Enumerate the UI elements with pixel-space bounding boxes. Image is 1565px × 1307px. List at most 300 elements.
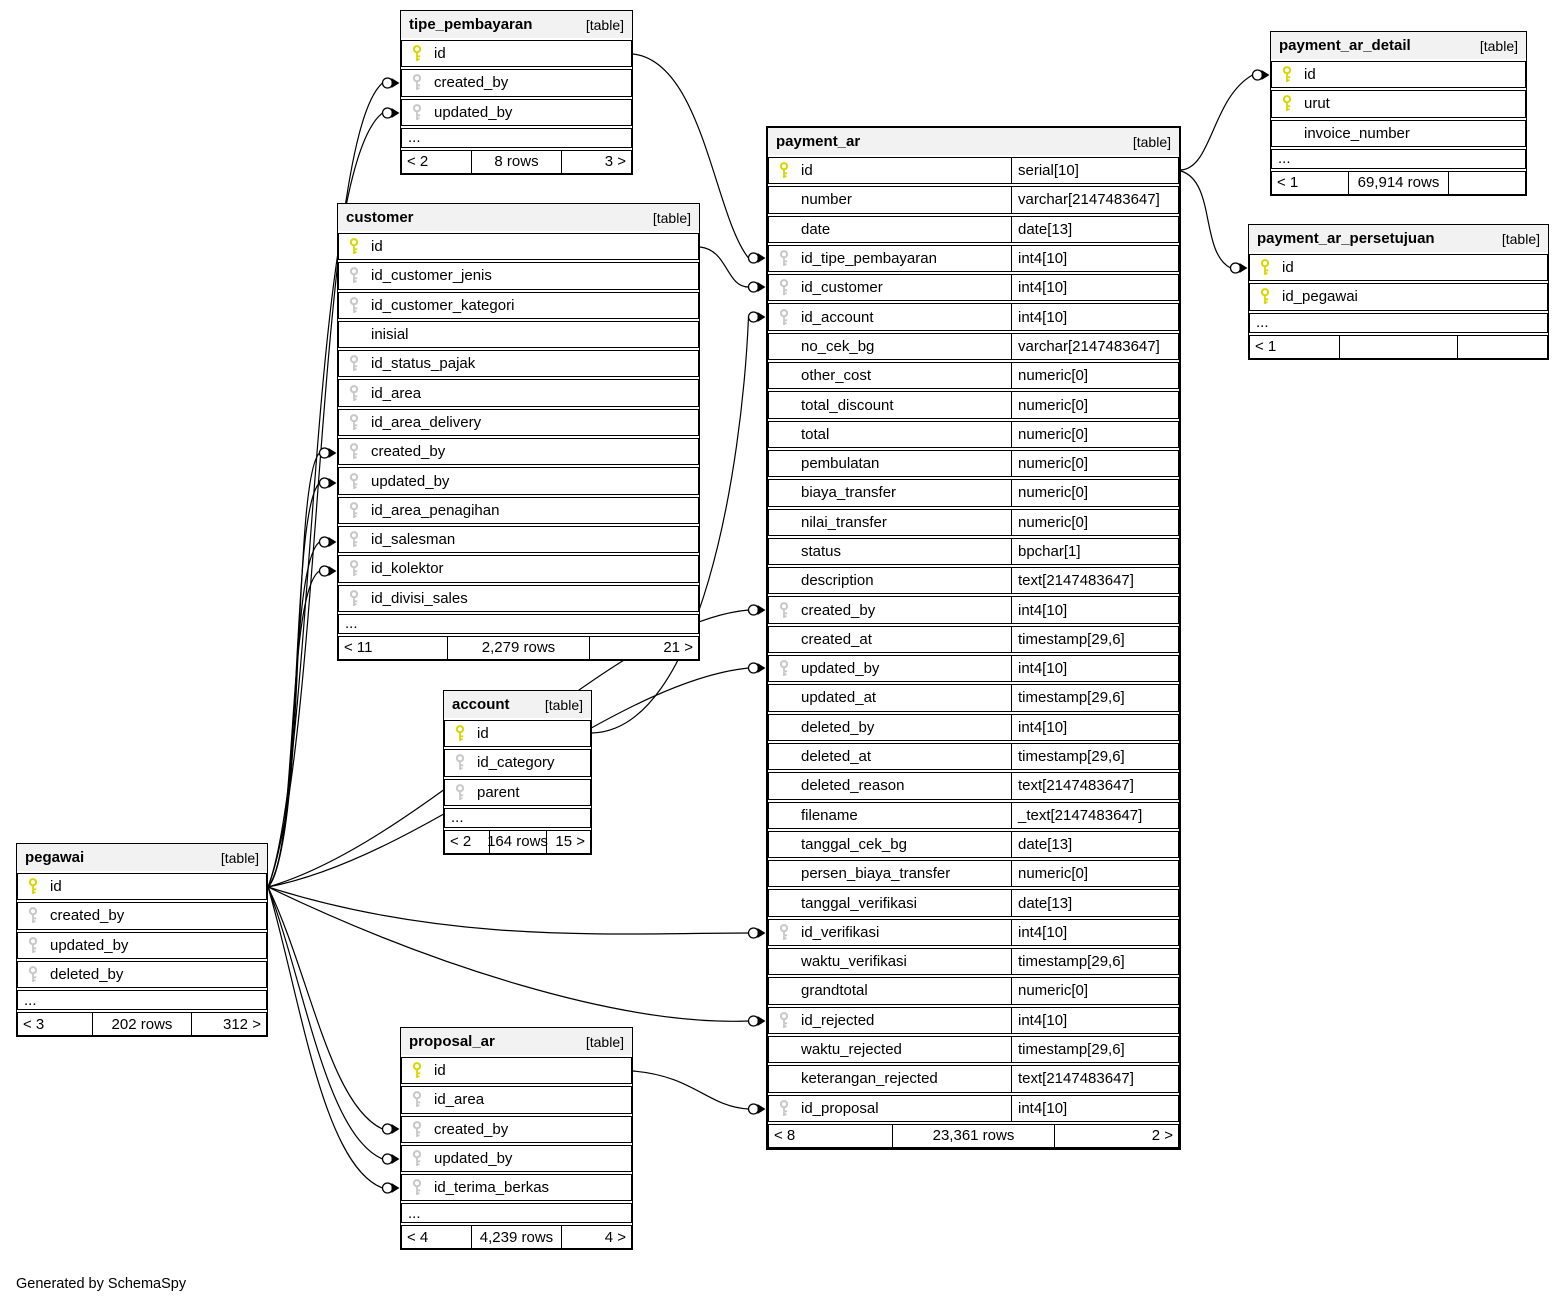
table-title: customer xyxy=(346,209,414,226)
arrowhead-icon xyxy=(758,282,766,292)
more-columns-row: ... xyxy=(17,990,267,1010)
table-payment_ar_persetujuan[interactable] xyxy=(1248,224,1549,360)
table-header[interactable] xyxy=(401,11,632,38)
cardinality-circle-icon xyxy=(383,1183,393,1193)
column-type: bpchar[1] xyxy=(1011,539,1178,564)
column-type: timestamp[29,6] xyxy=(1011,1037,1178,1062)
column-row[interactable] xyxy=(401,99,632,126)
row-count: 8 rows xyxy=(471,151,563,173)
primary-key-icon xyxy=(1259,288,1271,305)
cardinality-circle-icon xyxy=(320,448,330,458)
table-title: payment_ar xyxy=(776,133,861,150)
relationship-edge xyxy=(1181,171,1248,273)
column-row[interactable] xyxy=(338,526,699,553)
column-row[interactable] xyxy=(444,749,591,776)
column-name: id_status_pajak xyxy=(371,355,476,373)
column-name: updated_at xyxy=(801,689,877,707)
foreign-key-icon xyxy=(411,1091,423,1108)
row-count: 164 rows xyxy=(489,831,547,853)
generator-note: Generated by SchemaSpy xyxy=(16,1276,187,1292)
column-name: created_by xyxy=(50,907,125,925)
parents-count: < 8 xyxy=(774,1127,796,1145)
children-count: 15 > xyxy=(555,833,585,851)
column-row[interactable] xyxy=(1249,283,1548,310)
column-type: numeric[0] xyxy=(1011,451,1178,476)
column-row[interactable] xyxy=(768,186,1179,213)
table-title: account xyxy=(452,696,510,713)
children-count: 21 > xyxy=(663,639,693,657)
table-customer[interactable] xyxy=(337,203,700,661)
cardinality-circle-icon xyxy=(1231,263,1241,273)
foreign-key-icon xyxy=(778,279,790,296)
table-footer xyxy=(401,1225,632,1249)
column-row[interactable] xyxy=(1249,254,1548,281)
column-row[interactable] xyxy=(768,655,1179,682)
column-row[interactable] xyxy=(338,379,699,406)
column-row[interactable] xyxy=(768,802,1179,829)
column-type: int4[10] xyxy=(1011,1008,1178,1033)
column-name: no_cek_bg xyxy=(801,337,875,355)
column-row[interactable] xyxy=(768,479,1179,506)
table-header[interactable] xyxy=(17,844,267,871)
column-name: total_discount xyxy=(801,396,894,414)
foreign-key-icon xyxy=(348,267,360,284)
column-name: created_by xyxy=(371,443,446,461)
column-type: text[2147483647] xyxy=(1011,773,1178,798)
column-row[interactable] xyxy=(338,438,699,465)
column-row[interactable] xyxy=(444,779,591,806)
parents-count: < 11 xyxy=(344,639,373,657)
arrowhead-icon xyxy=(329,478,337,488)
column-row[interactable] xyxy=(401,1174,632,1201)
column-row[interactable] xyxy=(338,585,699,612)
column-name: updated_by xyxy=(50,936,129,954)
column-type: numeric[0] xyxy=(1011,861,1178,886)
column-row[interactable] xyxy=(17,902,267,929)
column-row[interactable] xyxy=(338,497,699,524)
column-row[interactable] xyxy=(338,467,699,494)
more-columns-row: ... xyxy=(401,1203,632,1223)
column-name: id_tipe_pembayaran xyxy=(801,250,937,268)
relationship-edge xyxy=(268,537,337,887)
table-title: pegawai xyxy=(25,849,85,866)
column-row[interactable] xyxy=(768,216,1179,243)
column-name: created_by xyxy=(801,601,876,619)
row-count xyxy=(1339,336,1458,358)
column-type: int4[10] xyxy=(1011,246,1178,271)
cardinality-circle-icon xyxy=(383,1124,393,1134)
column-name: id_terima_berkas xyxy=(434,1179,550,1197)
column-row[interactable] xyxy=(768,1036,1179,1063)
table-footer xyxy=(17,1012,267,1036)
primary-key-icon xyxy=(1259,259,1271,276)
table-footer xyxy=(768,1124,1179,1148)
column-row[interactable] xyxy=(1271,90,1526,117)
table-header[interactable] xyxy=(768,128,1179,155)
column-name: tanggal_verifikasi xyxy=(801,894,917,912)
foreign-key-icon xyxy=(778,1100,790,1117)
parents-count: < 1 xyxy=(1255,338,1277,356)
table-footer xyxy=(444,830,591,854)
primary-key-icon xyxy=(1281,66,1293,83)
primary-key-icon xyxy=(1281,95,1293,112)
column-type: int4[10] xyxy=(1011,1096,1178,1121)
column-row[interactable] xyxy=(338,292,699,319)
column-row[interactable] xyxy=(768,157,1179,184)
relationship-edge xyxy=(268,887,766,938)
column-name: created_by xyxy=(434,74,509,92)
column-row[interactable] xyxy=(444,720,591,747)
cardinality-circle-icon xyxy=(320,537,330,547)
column-row[interactable] xyxy=(768,743,1179,770)
table-proposal_ar[interactable] xyxy=(400,1027,633,1250)
table-account[interactable] xyxy=(443,690,592,855)
column-row[interactable] xyxy=(17,961,267,988)
relationship-edge xyxy=(633,1071,766,1114)
cardinality-circle-icon xyxy=(320,478,330,488)
column-row[interactable] xyxy=(17,932,267,959)
column-name: id_pegawai xyxy=(1282,288,1358,306)
arrowhead-icon xyxy=(758,1016,766,1026)
table-title: payment_ar_detail xyxy=(1279,37,1411,54)
column-row[interactable] xyxy=(768,1095,1179,1122)
column-row[interactable] xyxy=(768,1065,1179,1092)
column-name: id xyxy=(434,1062,446,1080)
column-name: id_divisi_sales xyxy=(371,589,468,607)
foreign-key-icon xyxy=(411,1121,423,1138)
row-count: 23,361 rows xyxy=(892,1125,1056,1147)
column-name: id_area_penagihan xyxy=(371,501,500,519)
table-header[interactable] xyxy=(444,691,591,718)
arrowhead-icon xyxy=(392,1154,400,1164)
relationship-edge xyxy=(1181,70,1270,170)
column-name: inisial xyxy=(371,326,409,344)
cardinality-circle-icon xyxy=(749,1016,759,1026)
column-type: _text[2147483647] xyxy=(1011,803,1178,828)
table-footer xyxy=(1271,171,1526,195)
table-tag: [table] xyxy=(1132,133,1171,150)
column-type: timestamp[29,6] xyxy=(1011,685,1178,710)
foreign-key-icon xyxy=(348,473,360,490)
column-row[interactable] xyxy=(401,1057,632,1084)
column-type: numeric[0] xyxy=(1011,392,1178,417)
column-type: numeric[0] xyxy=(1011,978,1178,1003)
cardinality-circle-icon xyxy=(1253,70,1263,80)
table-tag: [table] xyxy=(1479,37,1518,54)
column-row[interactable] xyxy=(768,919,1179,946)
column-type: varchar[2147483647] xyxy=(1011,187,1178,212)
foreign-key-icon xyxy=(27,966,39,983)
column-name: parent xyxy=(477,783,520,801)
column-row[interactable] xyxy=(768,538,1179,565)
column-name: grandtotal xyxy=(801,982,868,1000)
column-name: keterangan_rejected xyxy=(801,1070,938,1088)
column-name: id xyxy=(477,725,489,743)
primary-key-icon xyxy=(27,878,39,895)
column-name: updated_by xyxy=(434,1150,513,1168)
column-type: int4[10] xyxy=(1011,304,1178,329)
relationship-edge xyxy=(268,566,337,887)
column-name: invoice_number xyxy=(1304,124,1410,142)
column-name: updated_by xyxy=(371,472,450,490)
foreign-key-icon xyxy=(348,590,360,607)
column-type: numeric[0] xyxy=(1011,422,1178,447)
table-header[interactable] xyxy=(338,204,699,231)
column-row[interactable] xyxy=(338,555,699,582)
foreign-key-icon xyxy=(778,602,790,619)
more-columns-row: ... xyxy=(444,808,591,828)
column-row[interactable] xyxy=(338,350,699,377)
column-name: id_rejected xyxy=(801,1011,875,1029)
column-name: total xyxy=(801,425,830,443)
column-name: persen_biaya_transfer xyxy=(801,865,951,883)
foreign-key-icon xyxy=(27,907,39,924)
column-type: int4[10] xyxy=(1011,920,1178,945)
column-row[interactable] xyxy=(1271,61,1526,88)
column-name: waktu_rejected xyxy=(801,1041,902,1059)
cardinality-circle-icon xyxy=(749,1104,759,1114)
children-count: 312 > xyxy=(223,1015,261,1033)
column-row[interactable] xyxy=(768,772,1179,799)
table-header[interactable] xyxy=(1271,32,1526,59)
foreign-key-icon xyxy=(27,937,39,954)
parents-count: < 3 xyxy=(23,1015,45,1033)
column-name: created_at xyxy=(801,630,872,648)
arrowhead-icon xyxy=(392,1183,400,1193)
column-row[interactable] xyxy=(1271,120,1526,147)
cardinality-circle-icon xyxy=(383,1154,393,1164)
relationship-edge xyxy=(268,448,337,887)
column-name: updated_by xyxy=(801,660,880,678)
relationship-edge xyxy=(268,887,400,1134)
column-row[interactable] xyxy=(401,1145,632,1172)
foreign-key-icon xyxy=(348,502,360,519)
column-type: int4[10] xyxy=(1011,275,1178,300)
column-name: id xyxy=(1304,66,1316,84)
table-tipe_pembayaran[interactable] xyxy=(400,10,633,175)
table-footer xyxy=(1249,335,1548,359)
column-type: date[13] xyxy=(1011,217,1178,242)
column-row[interactable] xyxy=(768,391,1179,418)
column-row[interactable] xyxy=(401,1116,632,1143)
column-row[interactable] xyxy=(17,873,267,900)
column-row[interactable] xyxy=(768,567,1179,594)
column-row[interactable] xyxy=(338,409,699,436)
table-header[interactable] xyxy=(401,1028,632,1055)
foreign-key-icon xyxy=(778,250,790,267)
table-footer xyxy=(338,636,699,660)
column-name: waktu_verifikasi xyxy=(801,953,907,971)
arrowhead-icon xyxy=(758,1104,766,1114)
cardinality-circle-icon xyxy=(749,282,759,292)
cardinality-circle-icon xyxy=(749,253,759,263)
table-footer xyxy=(401,150,632,174)
column-name: other_cost xyxy=(801,367,872,385)
more-columns-row: ... xyxy=(1271,149,1526,169)
relationship-edge xyxy=(268,887,400,1193)
column-name: id_verifikasi xyxy=(801,923,880,941)
column-row[interactable] xyxy=(768,684,1179,711)
column-name: created_by xyxy=(434,1120,509,1138)
parents-count: < 2 xyxy=(450,833,472,851)
column-name: id xyxy=(434,45,446,63)
column-row[interactable] xyxy=(338,321,699,348)
column-row[interactable] xyxy=(768,362,1179,389)
column-type: serial[10] xyxy=(1011,158,1178,183)
column-row[interactable] xyxy=(768,303,1179,330)
column-name: id xyxy=(1282,259,1294,277)
column-type: int4[10] xyxy=(1011,597,1178,622)
column-name: deleted_reason xyxy=(801,777,905,795)
foreign-key-icon xyxy=(778,1012,790,1029)
column-type: int4[10] xyxy=(1011,715,1178,740)
more-columns-row: ... xyxy=(1249,313,1548,333)
column-name: id_category xyxy=(477,754,555,772)
column-name: pembulatan xyxy=(801,455,880,473)
foreign-key-icon xyxy=(348,531,360,548)
more-columns-row: ... xyxy=(338,614,699,634)
relationship-edge xyxy=(268,887,766,1026)
column-row[interactable] xyxy=(768,1007,1179,1034)
table-tag: [table] xyxy=(585,16,624,33)
arrowhead-icon xyxy=(392,1124,400,1134)
column-type: varchar[2147483647] xyxy=(1011,334,1178,359)
column-row[interactable] xyxy=(401,69,632,96)
column-row[interactable] xyxy=(768,245,1179,272)
column-type: numeric[0] xyxy=(1011,480,1178,505)
arrowhead-icon xyxy=(758,663,766,673)
column-name: id_kolektor xyxy=(371,560,444,578)
column-name: deleted_at xyxy=(801,748,872,766)
column-type: timestamp[29,6] xyxy=(1011,627,1178,652)
column-row[interactable] xyxy=(401,40,632,67)
children-count xyxy=(1458,336,1547,358)
column-row[interactable] xyxy=(768,450,1179,477)
column-row[interactable] xyxy=(768,831,1179,858)
column-type: text[2147483647] xyxy=(1011,568,1178,593)
column-row[interactable] xyxy=(768,948,1179,975)
table-tag: [table] xyxy=(585,1033,624,1050)
column-name: urut xyxy=(1304,95,1330,113)
column-type: int4[10] xyxy=(1011,656,1178,681)
foreign-key-icon xyxy=(348,443,360,460)
table-pegawai[interactable] xyxy=(16,843,268,1037)
column-row[interactable] xyxy=(768,274,1179,301)
column-row[interactable] xyxy=(768,977,1179,1004)
table-payment_ar_detail[interactable] xyxy=(1270,31,1527,196)
arrowhead-icon xyxy=(329,537,337,547)
cardinality-circle-icon xyxy=(749,605,759,615)
row-count: 69,914 rows xyxy=(1348,172,1449,194)
cardinality-circle-icon xyxy=(749,928,759,938)
foreign-key-icon xyxy=(411,1150,423,1167)
foreign-key-icon xyxy=(348,355,360,372)
column-name: description xyxy=(801,572,874,590)
column-name: deleted_by xyxy=(50,966,124,984)
parents-count: < 1 xyxy=(1277,174,1299,192)
relationship-edge xyxy=(268,887,400,1164)
children-count: 3 > xyxy=(604,153,626,171)
foreign-key-icon xyxy=(778,660,790,677)
foreign-key-icon xyxy=(348,560,360,577)
column-row[interactable] xyxy=(768,333,1179,360)
arrowhead-icon xyxy=(758,253,766,263)
column-row[interactable] xyxy=(768,596,1179,623)
column-name: updated_by xyxy=(434,103,513,121)
arrowhead-icon xyxy=(329,448,337,458)
arrowhead-icon xyxy=(392,108,400,118)
arrowhead-icon xyxy=(1240,263,1248,273)
column-type: date[13] xyxy=(1011,890,1178,915)
children-count: 2 > xyxy=(1151,1127,1173,1145)
column-row[interactable] xyxy=(338,262,699,289)
foreign-key-icon xyxy=(348,385,360,402)
children-count: 4 > xyxy=(604,1228,626,1246)
parents-count: < 2 xyxy=(407,153,429,171)
column-name: id xyxy=(50,878,62,896)
column-row[interactable] xyxy=(768,889,1179,916)
foreign-key-icon xyxy=(348,414,360,431)
column-row[interactable] xyxy=(768,509,1179,536)
column-name: id_customer xyxy=(801,279,883,297)
parents-count: < 4 xyxy=(407,1228,429,1246)
table-title: tipe_pembayaran xyxy=(409,16,533,33)
column-row[interactable] xyxy=(401,1086,632,1113)
more-columns-row: ... xyxy=(401,128,632,148)
foreign-key-icon xyxy=(411,74,423,91)
arrowhead-icon xyxy=(758,605,766,615)
primary-key-icon xyxy=(778,162,790,179)
table-title: payment_ar_persetujuan xyxy=(1257,230,1435,247)
column-name: filename xyxy=(801,806,858,824)
column-name: nilai_transfer xyxy=(801,513,887,531)
column-row[interactable] xyxy=(338,233,699,260)
column-name: number xyxy=(801,191,852,209)
column-name: tanggal_cek_bg xyxy=(801,835,907,853)
column-name: id_area_delivery xyxy=(371,413,482,431)
column-name: id_proposal xyxy=(801,1099,879,1117)
foreign-key-icon xyxy=(454,754,466,771)
column-name: id_customer_kategori xyxy=(371,296,515,314)
primary-key-icon xyxy=(348,238,360,255)
table-tag: [table] xyxy=(1501,230,1540,247)
table-tag: [table] xyxy=(544,696,583,713)
arrowhead-icon xyxy=(392,78,400,88)
column-type: date[13] xyxy=(1011,832,1178,857)
column-type: timestamp[29,6] xyxy=(1011,744,1178,769)
column-name: id_customer_jenis xyxy=(371,267,492,285)
table-tag: [table] xyxy=(652,209,691,226)
column-name: status xyxy=(801,543,842,560)
table-payment_ar[interactable] xyxy=(766,126,1181,1150)
column-name: date xyxy=(801,220,831,238)
column-name: id_area xyxy=(371,384,422,402)
cardinality-circle-icon xyxy=(320,566,330,576)
cardinality-circle-icon xyxy=(383,108,393,118)
column-row[interactable] xyxy=(768,421,1179,448)
column-row[interactable] xyxy=(768,626,1179,653)
column-type: numeric[0] xyxy=(1011,363,1178,388)
table-header[interactable] xyxy=(1249,225,1548,252)
column-row[interactable] xyxy=(768,714,1179,741)
column-row[interactable] xyxy=(768,860,1179,887)
row-count: 4,239 rows xyxy=(471,1226,563,1248)
primary-key-icon xyxy=(454,725,466,742)
foreign-key-icon xyxy=(778,309,790,326)
foreign-key-icon xyxy=(778,924,790,941)
cardinality-circle-icon xyxy=(749,312,759,322)
foreign-key-icon xyxy=(411,104,423,121)
